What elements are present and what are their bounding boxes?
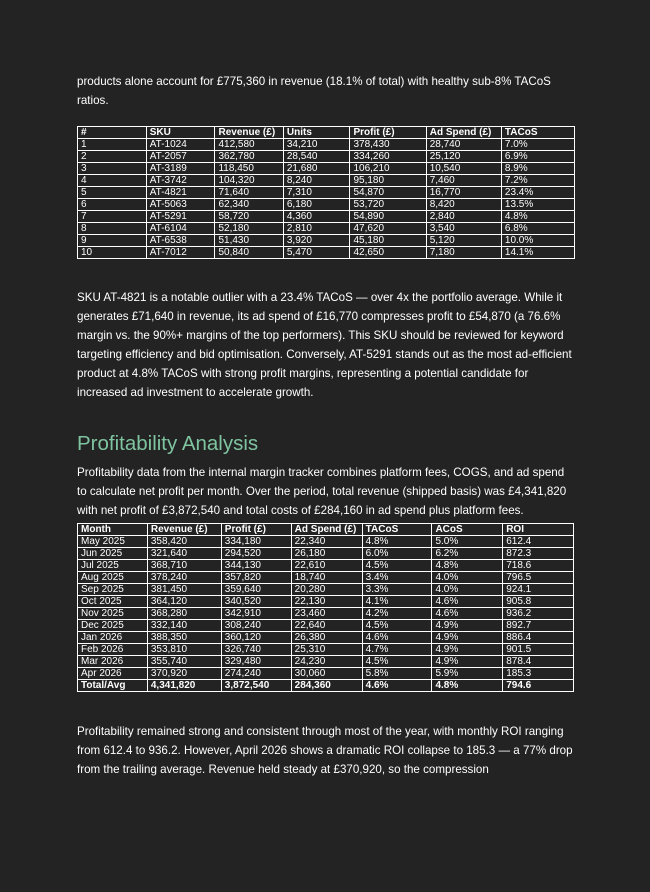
- table-cell: 4.9%: [432, 632, 503, 644]
- table-cell: 878.4: [503, 656, 574, 668]
- table-cell: 4.9%: [432, 656, 503, 668]
- table-row: [78, 632, 574, 644]
- table-cell: 52,180: [215, 223, 283, 235]
- table-row: [78, 608, 574, 620]
- table-cell: 7.2%: [501, 175, 574, 187]
- col-header-month: Month: [78, 524, 148, 536]
- table-cell: 3,540: [426, 223, 501, 235]
- table-cell: AT-6104: [146, 223, 215, 235]
- total-cell: 3,872,540: [221, 680, 291, 692]
- table-cell: 45,180: [350, 235, 426, 247]
- table-cell: 4.8%: [362, 536, 432, 548]
- total-cell: 284,360: [291, 680, 362, 692]
- col-header-profit: Profit (£): [221, 524, 291, 536]
- table-cell: 364,120: [147, 596, 221, 608]
- table-cell: 5: [78, 187, 147, 199]
- table-cell: 22,610: [291, 560, 362, 572]
- table-cell: 8.9%: [501, 163, 574, 175]
- table-cell: 54,870: [350, 187, 426, 199]
- table-cell: 6: [78, 199, 147, 211]
- table-cell: 8: [78, 223, 147, 235]
- table-cell: 51,430: [215, 235, 283, 247]
- table-row: [78, 151, 575, 163]
- table-cell: 4.2%: [362, 608, 432, 620]
- table-cell: 378,430: [350, 139, 426, 151]
- table-row: [78, 235, 575, 247]
- table-cell: 353,810: [147, 644, 221, 656]
- table-cell: AT-6538: [146, 235, 215, 247]
- table-cell: 24,230: [291, 656, 362, 668]
- table-cell: 2,810: [283, 223, 350, 235]
- table-row: [78, 656, 574, 668]
- table-cell: 34,210: [283, 139, 350, 151]
- table-cell: 872.3: [503, 548, 574, 560]
- table-cell: 388,350: [147, 632, 221, 644]
- table-cell: 4.6%: [362, 632, 432, 644]
- table-cell: Oct 2025: [78, 596, 148, 608]
- table-cell: 8,240: [283, 175, 350, 187]
- table-cell: 47,620: [350, 223, 426, 235]
- table-cell: 357,820: [221, 572, 291, 584]
- table-cell: 4.5%: [362, 620, 432, 632]
- table-cell: 5,120: [426, 235, 501, 247]
- total-cell: 4.8%: [432, 680, 503, 692]
- table-cell: 344,130: [221, 560, 291, 572]
- table-row: [78, 596, 574, 608]
- table-cell: 95,180: [350, 175, 426, 187]
- table-cell: 924.1: [503, 584, 574, 596]
- table-cell: 4.9%: [432, 644, 503, 656]
- total-cell: 4,341,820: [147, 680, 221, 692]
- table-cell: 16,770: [426, 187, 501, 199]
- total-row: [78, 680, 574, 692]
- table-cell: 53,720: [350, 199, 426, 211]
- col-header-units: Units: [283, 127, 350, 139]
- table-cell: Jun 2025: [78, 548, 148, 560]
- table-cell: 294,520: [221, 548, 291, 560]
- table-cell: 4.0%: [432, 572, 503, 584]
- month-table-body: [78, 536, 574, 692]
- table-row: [78, 163, 575, 175]
- table-cell: 4.6%: [432, 596, 503, 608]
- table-cell: 9: [78, 235, 147, 247]
- col-header-revenue: Revenue (£): [215, 127, 283, 139]
- table-cell: 26,180: [291, 548, 362, 560]
- table-cell: 7,310: [283, 187, 350, 199]
- sku-table: [77, 126, 575, 259]
- table-cell: 326,740: [221, 644, 291, 656]
- table-cell: 368,280: [147, 608, 221, 620]
- table-cell: 358,420: [147, 536, 221, 548]
- table-cell: AT-5291: [146, 211, 215, 223]
- table-cell: 342,910: [221, 608, 291, 620]
- month-table-header: [78, 524, 574, 536]
- table-cell: 332,140: [147, 620, 221, 632]
- table-cell: 58,720: [215, 211, 283, 223]
- table-cell: AT-3742: [146, 175, 215, 187]
- col-header-rank: #: [78, 127, 147, 139]
- table-cell: 612.4: [503, 536, 574, 548]
- table-cell: 362,780: [215, 151, 283, 163]
- table-cell: 104,320: [215, 175, 283, 187]
- table-cell: 5,470: [283, 247, 350, 259]
- table-cell: 886.4: [503, 632, 574, 644]
- table-cell: 7.0%: [501, 139, 574, 151]
- table-cell: 2: [78, 151, 147, 163]
- table-row: [78, 548, 574, 560]
- table-cell: 6,180: [283, 199, 350, 211]
- table-row: [78, 223, 575, 235]
- table-cell: 4: [78, 175, 147, 187]
- table-cell: 4.0%: [432, 584, 503, 596]
- table-cell: 4.8%: [501, 211, 574, 223]
- table-cell: Apr 2026: [78, 668, 148, 680]
- table-row: [78, 211, 575, 223]
- total-cell: 794.6: [503, 680, 574, 692]
- section-heading: Profitability Analysis: [77, 432, 259, 455]
- table-row: [78, 247, 575, 259]
- profitability-paragraph: Profitability data from the internal margin tracker combines platform fees, COGS, and ad spend to calculate net profit per month. Over the period, total revenue (shipped basis) was £4,341,820 with net profit of £3,872,540 and total costs of £284,160 in ad spend plus platform fees.: [77, 466, 567, 517]
- table-cell: 6.0%: [362, 548, 432, 560]
- table-cell: 796.5: [503, 572, 574, 584]
- table-cell: 7,460: [426, 175, 501, 187]
- table-cell: 1: [78, 139, 147, 151]
- table-cell: 381,450: [147, 584, 221, 596]
- table-cell: 4.7%: [362, 644, 432, 656]
- table-cell: 308,240: [221, 620, 291, 632]
- table-cell: 334,180: [221, 536, 291, 548]
- table-cell: 355,740: [147, 656, 221, 668]
- table-row: [78, 644, 574, 656]
- table-cell: 62,340: [215, 199, 283, 211]
- table-cell: 50,840: [215, 247, 283, 259]
- table-cell: 359,640: [221, 584, 291, 596]
- col-header-roi: ROI: [503, 524, 574, 536]
- table-cell: 3.4%: [362, 572, 432, 584]
- table-cell: 18,740: [291, 572, 362, 584]
- table-cell: 23.4%: [501, 187, 574, 199]
- table-cell: Nov 2025: [78, 608, 148, 620]
- table-row: [78, 175, 575, 187]
- table-row: [78, 620, 574, 632]
- table-cell: 3,920: [283, 235, 350, 247]
- table-cell: 20,280: [291, 584, 362, 596]
- col-header-tacos: TACoS: [362, 524, 432, 536]
- table-row: [78, 536, 574, 548]
- table-cell: Aug 2025: [78, 572, 148, 584]
- table-cell: 5.9%: [432, 668, 503, 680]
- table-cell: 25,310: [291, 644, 362, 656]
- table-row: [78, 187, 575, 199]
- table-cell: 10: [78, 247, 147, 259]
- table-cell: AT-5063: [146, 199, 215, 211]
- table-cell: 5.8%: [362, 668, 432, 680]
- table-cell: 71,640: [215, 187, 283, 199]
- table-cell: 30,060: [291, 668, 362, 680]
- table-cell: 905.8: [503, 596, 574, 608]
- col-header-acos: ACoS: [432, 524, 503, 536]
- table-cell: Jan 2026: [78, 632, 148, 644]
- closing-paragraph: Profitability remained strong and consistent through most of the year, with monthly ROI ranging from 612.4 to 936.2. However, April 2026 shows a dramatic ROI collapse to 185.3 — a 77% drop from the trailing average. Revenue held steady at £370,920, so the compression: [77, 725, 573, 776]
- table-cell: 6.9%: [501, 151, 574, 163]
- table-cell: 378,240: [147, 572, 221, 584]
- table-cell: Dec 2025: [78, 620, 148, 632]
- table-cell: 118,450: [215, 163, 283, 175]
- total-cell: 4.6%: [362, 680, 432, 692]
- table-cell: Feb 2026: [78, 644, 148, 656]
- table-cell: 370,920: [147, 668, 221, 680]
- sku-table-header: [78, 127, 575, 139]
- table-cell: 368,710: [147, 560, 221, 572]
- table-cell: 274,240: [221, 668, 291, 680]
- table-cell: Mar 2026: [78, 656, 148, 668]
- sku-table-body: [78, 139, 575, 259]
- table-cell: 4.5%: [362, 656, 432, 668]
- table-cell: 340,520: [221, 596, 291, 608]
- table-cell: 22,130: [291, 596, 362, 608]
- table-cell: 334,260: [350, 151, 426, 163]
- table-cell: 23,460: [291, 608, 362, 620]
- table-cell: 892.7: [503, 620, 574, 632]
- col-header-tacos: TACoS: [501, 127, 574, 139]
- table-cell: 901.5: [503, 644, 574, 656]
- table-cell: 25,120: [426, 151, 501, 163]
- table-cell: 22,340: [291, 536, 362, 548]
- table-cell: 54,890: [350, 211, 426, 223]
- table-cell: 28,540: [283, 151, 350, 163]
- table-cell: 360,120: [221, 632, 291, 644]
- col-header-profit: Profit (£): [350, 127, 426, 139]
- table-row: [78, 668, 574, 680]
- table-cell: 5.0%: [432, 536, 503, 548]
- table-cell: 21,680: [283, 163, 350, 175]
- table-cell: Sep 2025: [78, 584, 148, 596]
- table-row: [78, 199, 575, 211]
- table-cell: 42,650: [350, 247, 426, 259]
- table-cell: 14.1%: [501, 247, 574, 259]
- table-cell: 8,420: [426, 199, 501, 211]
- table-cell: 28,740: [426, 139, 501, 151]
- table-cell: 2,840: [426, 211, 501, 223]
- table-cell: 4.5%: [362, 560, 432, 572]
- table-cell: 7: [78, 211, 147, 223]
- table-cell: Jul 2025: [78, 560, 148, 572]
- table-row: [78, 572, 574, 584]
- table-row: [78, 560, 574, 572]
- table-cell: 329,480: [221, 656, 291, 668]
- table-cell: 106,210: [350, 163, 426, 175]
- table-cell: 4.6%: [432, 608, 503, 620]
- table-cell: 185.3: [503, 668, 574, 680]
- table-cell: AT-2057: [146, 151, 215, 163]
- monthly-profitability-table: [77, 523, 574, 692]
- table-cell: AT-4821: [146, 187, 215, 199]
- col-header-sku: SKU: [146, 127, 215, 139]
- table-cell: May 2025: [78, 536, 148, 548]
- total-cell: Total/Avg: [78, 680, 148, 692]
- col-header-revenue: Revenue (£): [147, 524, 221, 536]
- table-cell: 3.3%: [362, 584, 432, 596]
- outlier-paragraph: SKU AT-4821 is a notable outlier with a 23.4% TACoS — over 4x the portfolio average. While it generates £71,640 in revenue, its ad spend of £16,770 compresses profit to £54,870 (a 76.6% margin vs. the 90%+ margins of the top performers). This SKU should be reviewed for keyword targeting efficiency and bid optimisation. Conversely, AT-5291 stands out as the most ad-efficient product at 4.8% TACoS with strong profit margins, representing a potential candidate for increased ad investment to accelerate growth.: [77, 291, 572, 399]
- table-cell: AT-7012: [146, 247, 215, 259]
- col-header-ad-spend: Ad Spend (£): [426, 127, 501, 139]
- table-cell: 6.2%: [432, 548, 503, 560]
- table-cell: 321,640: [147, 548, 221, 560]
- table-cell: 718.6: [503, 560, 574, 572]
- table-cell: 10,540: [426, 163, 501, 175]
- table-cell: AT-3189: [146, 163, 215, 175]
- table-cell: 4,360: [283, 211, 350, 223]
- table-cell: 4.1%: [362, 596, 432, 608]
- table-cell: 7,180: [426, 247, 501, 259]
- table-row: [78, 584, 574, 596]
- intro-paragraph: products alone account for £775,360 in revenue (18.1% of total) with healthy sub-8% TACoS ratios.: [77, 75, 551, 107]
- table-row: [78, 139, 575, 151]
- col-header-ad-spend: Ad Spend (£): [291, 524, 362, 536]
- table-cell: 4.9%: [432, 620, 503, 632]
- table-cell: 6.8%: [501, 223, 574, 235]
- table-cell: 4.8%: [432, 560, 503, 572]
- table-cell: 3: [78, 163, 147, 175]
- table-cell: 412,580: [215, 139, 283, 151]
- table-cell: 10.0%: [501, 235, 574, 247]
- table-cell: 936.2: [503, 608, 574, 620]
- table-cell: 13.5%: [501, 199, 574, 211]
- table-cell: AT-1024: [146, 139, 215, 151]
- table-cell: 22,640: [291, 620, 362, 632]
- table-cell: 26,380: [291, 632, 362, 644]
